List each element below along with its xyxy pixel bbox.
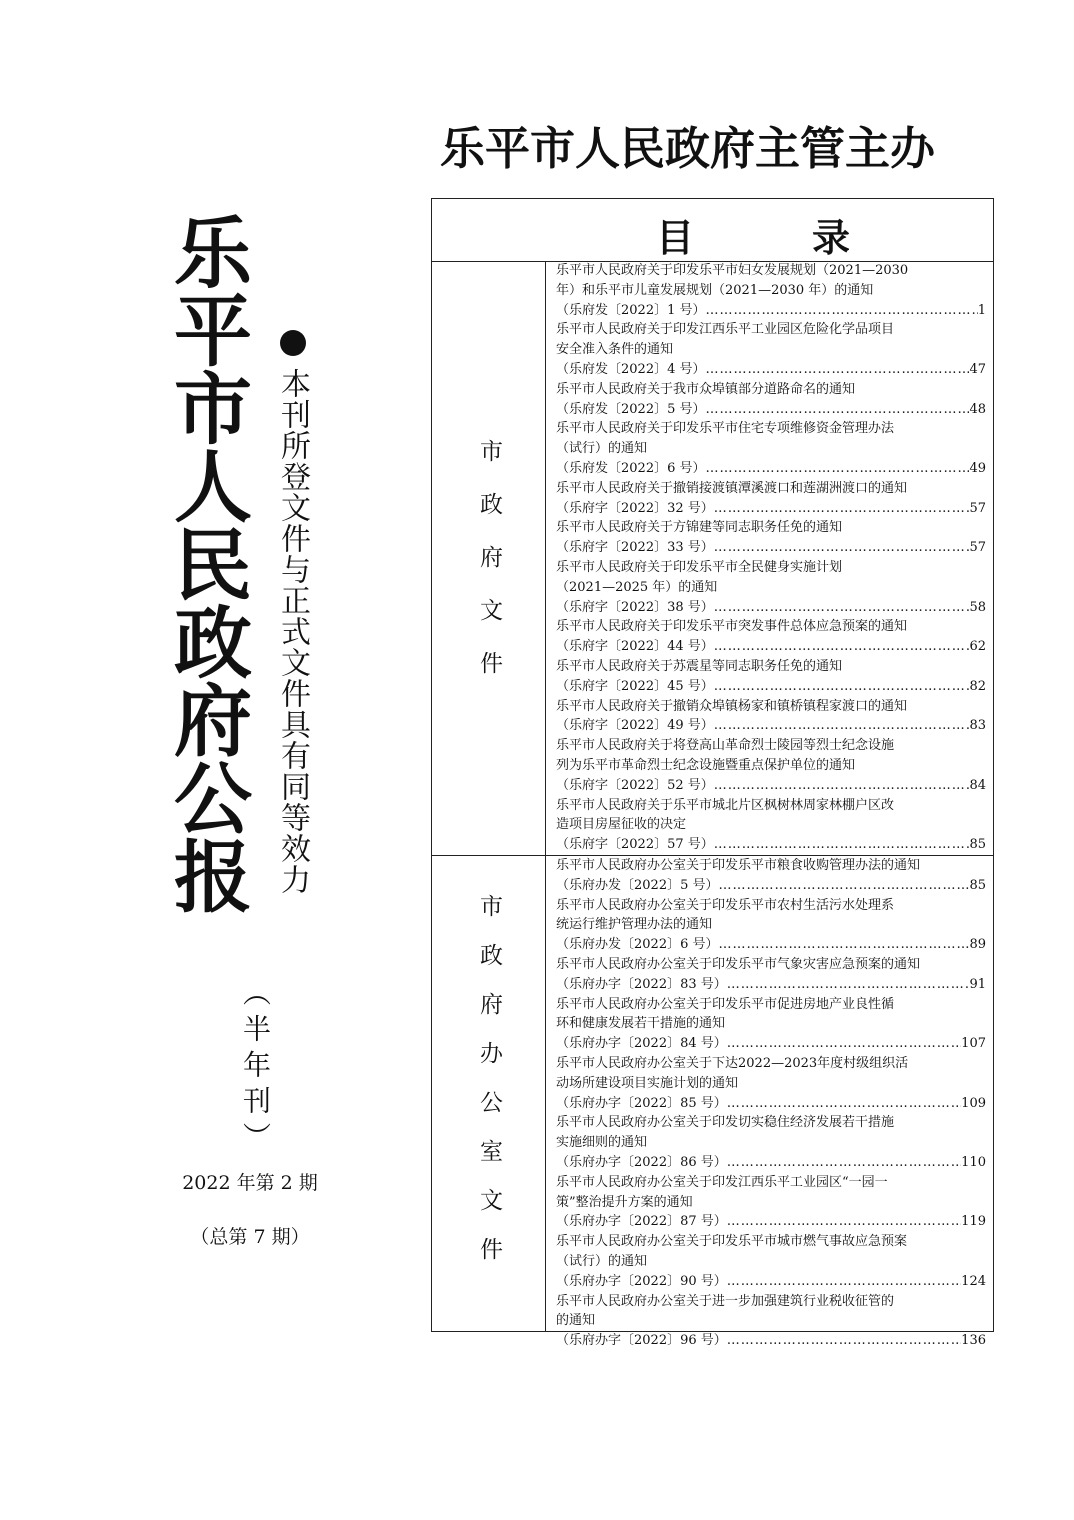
toc-heading-char-1: 目 (656, 215, 695, 260)
toc-entry (556, 1292, 986, 1351)
toc-entry-reference (556, 975, 986, 995)
toc-entry-title: 统运行维护管理办法的通知 (556, 917, 713, 933)
document-number: （乐府办字〔2022〕84 号） (556, 1036, 727, 1052)
document-number: （乐府发〔2022〕1 号） (556, 302, 706, 318)
leader-dots (714, 637, 970, 657)
toc-entry-title: 安全准入条件的通知 (556, 342, 674, 358)
toc-entry-title: 策”整治提升方案的通知 (556, 1194, 693, 1210)
toc-entry-title: 乐平市人民政府办公室关于下达2022—2023年度村级组织活 (556, 1055, 909, 1071)
page-number: 107 (961, 1036, 986, 1052)
toc-entry-title: 乐平市人民政府办公室关于印发乐平市气象灾害应急预案的通知 (556, 956, 921, 972)
toc-entry (556, 1054, 986, 1113)
toc-entry (556, 1113, 986, 1172)
toc-entry-reference (556, 716, 986, 736)
toc-entry-title: 的通知 (556, 1313, 596, 1329)
page-number: 83 (969, 718, 986, 734)
toc-entry-reference (556, 301, 986, 321)
toc-entry (556, 896, 986, 955)
toc-entry-title: 乐平市人民政府关于印发乐平市突发事件总体应急预案的通知 (556, 619, 908, 635)
page-number: 57 (969, 540, 986, 556)
page-number: 1 (977, 302, 986, 318)
leader-dots (714, 538, 970, 558)
page-number: 84 (969, 777, 986, 793)
document-number: （乐府字〔2022〕52 号） (556, 777, 714, 793)
toc-entry-title: 乐平市人民政府办公室关于印发乐平市促进房地产业良性循 (556, 996, 895, 1012)
toc-entry-reference (556, 1212, 986, 1232)
toc-entry-title: 动场所建设项目实施计划的通知 (556, 1075, 739, 1091)
toc-entry-title: （试行）的通知 (556, 441, 648, 457)
page-number: 124 (961, 1273, 986, 1289)
bullet-dot (280, 330, 306, 356)
toc-entry (556, 856, 986, 896)
leader-dots (727, 1212, 961, 1232)
page-number: 57 (969, 500, 986, 516)
document-number: （乐府字〔2022〕33 号） (556, 540, 714, 556)
document-number: （乐府办发〔2022〕6 号） (556, 937, 719, 953)
document-number: （乐府发〔2022〕4 号） (556, 361, 706, 377)
page-number: 47 (969, 361, 986, 377)
document-number: （乐府办字〔2022〕96 号） (556, 1333, 727, 1349)
leader-dots (706, 301, 978, 321)
toc-entry-title: 乐平市人民政府关于乐平市城北片区枫树林周家林棚户区改 (556, 797, 895, 813)
toc-entry-title: 列为乐平市革命烈士纪念设施暨重点保护单位的通知 (556, 757, 856, 773)
section-entries (556, 261, 986, 855)
toc-entry-reference (556, 459, 986, 479)
toc-entry-title: 乐平市人民政府关于印发乐平市住宅专项维修资金管理办法 (556, 421, 895, 437)
section-label-cell (432, 261, 546, 855)
toc-entry (556, 995, 986, 1054)
leader-dots (727, 1331, 961, 1351)
toc-entry-title: 乐平市人民政府办公室关于印发切实稳住经济发展若干措施 (556, 1115, 895, 1131)
toc-entry-reference (556, 935, 986, 955)
leader-dots (727, 1153, 961, 1173)
section-entries (556, 856, 986, 1351)
toc-entry-title: 乐平市人民政府办公室关于印发乐平市农村生活污水处理系 (556, 897, 895, 913)
page-number: 119 (961, 1214, 986, 1230)
document-number: （乐府办字〔2022〕87 号） (556, 1214, 727, 1230)
toc-entry-title: 乐平市人民政府关于将登高山革命烈士陵园等烈士纪念设施 (556, 738, 895, 754)
page-number: 49 (969, 460, 986, 476)
toc-entry-title: 乐平市人民政府关于印发乐平市全民健身实施计划 (556, 559, 843, 575)
toc-entry-title: 乐平市人民政府办公室关于印发乐平市城市燃气事故应急预案 (556, 1234, 908, 1250)
toc-entry-title: 造项目房屋征收的决定 (556, 817, 687, 833)
toc-entry-reference (556, 598, 986, 618)
toc-entry-reference (556, 400, 986, 420)
toc-entry-title: 乐平市人民政府关于撤销众埠镇杨家和镇桥镇程家渡口的通知 (556, 698, 908, 714)
toc-entry (556, 736, 986, 795)
toc-entry-reference (556, 1034, 986, 1054)
leader-dots (719, 935, 970, 955)
toc-entry-title: （试行）的通知 (556, 1253, 648, 1269)
document-number: （乐府字〔2022〕45 号） (556, 678, 714, 694)
toc-entry-reference (556, 360, 986, 380)
toc-entry-title: 乐平市人民政府办公室关于进一步加强建筑行业税收征管的 (556, 1293, 895, 1309)
publication-frequency: （半年刊） (239, 978, 272, 1158)
toc-entry (556, 617, 986, 657)
toc-entry-title: 乐平市人民政府关于印发江西乐平工业园区危险化学品项目 (556, 322, 895, 338)
toc-entry-reference (556, 538, 986, 558)
table-of-contents (431, 198, 994, 1349)
toc-section-office-documents (432, 856, 993, 1349)
toc-entry-reference (556, 835, 986, 855)
leader-dots (706, 400, 970, 420)
toc-entry (556, 419, 986, 478)
toc-entry (556, 479, 986, 519)
toc-entry-reference (556, 1272, 986, 1292)
toc-entry (556, 558, 986, 617)
toc-entry (556, 380, 986, 420)
toc-entry-title: 乐平市人民政府办公室关于印发江西乐平工业园区“一园一 (556, 1174, 888, 1190)
toc-entry-title: 年）和乐平市儿童发展规划（2021—2030 年）的通知 (556, 282, 874, 298)
document-number: （乐府办字〔2022〕83 号） (556, 976, 727, 992)
toc-entry-reference (556, 677, 986, 697)
document-number: （乐府字〔2022〕49 号） (556, 718, 714, 734)
toc-entry (556, 1232, 986, 1291)
page-number: 85 (969, 877, 986, 893)
leader-dots (727, 975, 970, 995)
publisher-line: 乐平市人民政府主管主办 (440, 122, 936, 175)
page-number: 62 (969, 639, 986, 655)
leader-dots (719, 876, 970, 896)
page-number: 109 (961, 1095, 986, 1111)
document-number: （乐府字〔2022〕38 号） (556, 599, 714, 615)
page-number: 89 (969, 937, 986, 953)
document-number: （乐府字〔2022〕57 号） (556, 837, 714, 853)
toc-entry-title: 实施细则的通知 (556, 1135, 648, 1151)
validity-statement: 本刊所登文件与正式文件具有同等效力 (275, 368, 310, 895)
leader-dots (714, 776, 970, 796)
toc-entry-reference (556, 637, 986, 657)
leader-dots (727, 1272, 961, 1292)
issue-number: 2022 年第 2 期 (182, 1172, 318, 1194)
toc-entry (556, 518, 986, 558)
section-label: 市政府文件 (476, 439, 502, 704)
toc-entry (556, 1173, 986, 1232)
leader-dots (727, 1094, 961, 1114)
leader-dots (714, 598, 970, 618)
document-number: （乐府办发〔2022〕5 号） (556, 877, 719, 893)
toc-entry-reference (556, 876, 986, 896)
leader-dots (727, 1034, 961, 1054)
leader-dots (706, 459, 970, 479)
toc-entry-title: 乐平市人民政府关于方锦建等同志职务任免的通知 (556, 520, 843, 536)
section-label-cell (432, 856, 546, 1331)
page-number: 48 (969, 401, 986, 417)
leader-dots (714, 499, 970, 519)
toc-entry (556, 955, 986, 995)
document-number: （乐府办字〔2022〕86 号） (556, 1154, 727, 1170)
document-number: （乐府字〔2022〕44 号） (556, 639, 714, 655)
toc-entry-reference (556, 1331, 986, 1351)
page-number: 91 (969, 976, 986, 992)
page-number: 110 (961, 1154, 986, 1170)
toc-heading-char-2: 录 (812, 215, 851, 260)
leader-dots (714, 677, 970, 697)
page-number: 82 (969, 678, 986, 694)
document-number: （乐府办字〔2022〕90 号） (556, 1273, 727, 1289)
toc-entry (556, 697, 986, 737)
page-number: 85 (969, 837, 986, 853)
toc-entry-title: 环和健康发展若干措施的通知 (556, 1016, 726, 1032)
section-label: 市政府办公室文件 (476, 894, 502, 1286)
document-number: （乐府办字〔2022〕85 号） (556, 1095, 727, 1111)
toc-entry-title: 乐平市人民政府关于苏震星等同志职务任免的通知 (556, 658, 843, 674)
total-issue-number: （总第 7 期） (190, 1226, 310, 1248)
page-number: 136 (961, 1333, 986, 1349)
toc-entry-reference (556, 1094, 986, 1114)
toc-entry-title: （2021—2025 年）的通知 (556, 579, 718, 595)
page-number: 58 (969, 599, 986, 615)
toc-entry-title: 乐平市人民政府关于我市众埠镇部分道路命名的通知 (556, 381, 856, 397)
toc-entry (556, 261, 986, 320)
toc-heading (432, 199, 993, 262)
toc-entry (556, 320, 986, 379)
document-number: （乐府发〔2022〕6 号） (556, 460, 706, 476)
toc-section-government-documents (432, 261, 993, 856)
toc-entry-title: 乐平市人民政府关于印发乐平市妇女发展规划（2021—2030 (556, 263, 909, 278)
leader-dots (706, 360, 970, 380)
toc-entry (556, 657, 986, 697)
document-number: （乐府发〔2022〕5 号） (556, 401, 706, 417)
toc-entry-reference (556, 499, 986, 519)
document-number: （乐府字〔2022〕32 号） (556, 500, 714, 516)
toc-entry (556, 796, 986, 855)
leader-dots (714, 716, 970, 736)
toc-entry-reference (556, 776, 986, 796)
toc-entry-title: 乐平市人民政府关于撤销接渡镇潭溪渡口和莲湖洲渡口的通知 (556, 480, 908, 496)
toc-entry-title: 乐平市人民政府办公室关于印发乐平市粮食收购管理办法的通知 (556, 858, 921, 873)
leader-dots (714, 835, 970, 855)
bulletin-title: 乐平市人民政府公报 (161, 212, 252, 914)
toc-entry-reference (556, 1153, 986, 1173)
